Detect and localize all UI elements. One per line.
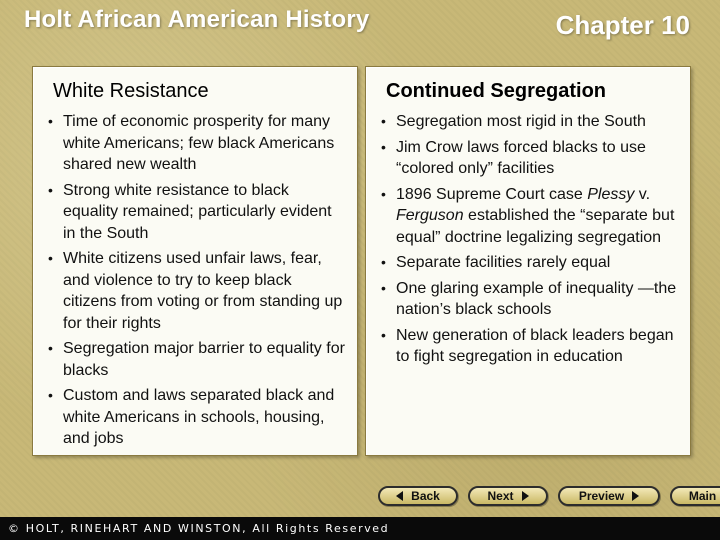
bullet-icon: • bbox=[381, 138, 386, 155]
back-button[interactable]: Back bbox=[378, 486, 458, 506]
continued-segregation-panel bbox=[365, 66, 691, 456]
main-button[interactable]: Main bbox=[670, 486, 720, 506]
list-item: • One glaring example of inequality —the nation’s black schools bbox=[381, 279, 677, 318]
panel-heading-white-resistance: White Resistance bbox=[53, 80, 209, 102]
bullet-icon: • bbox=[381, 185, 386, 202]
list-item: • New generation of black leaders began to fight segregation in education bbox=[381, 326, 674, 365]
bullet-icon: • bbox=[381, 326, 386, 343]
list-item: • Jim Crow laws forced blacks to use “colored only” facilities bbox=[381, 138, 646, 177]
list-item: • 1896 Supreme Court case Plessy v. Ferguson established the “separate but equal” doctrine legalizing segregation bbox=[381, 185, 675, 246]
bullet-icon: • bbox=[48, 113, 53, 129]
header-title: Holt African American History bbox=[24, 6, 370, 33]
bullet-icon: • bbox=[48, 181, 53, 198]
list-item: • Time of economic prosperity for many white Americans; few black Americans shared new wealth bbox=[48, 113, 335, 173]
continued-segregation-list bbox=[376, 111, 678, 368]
list-item: • Separate facilities rarely equal bbox=[376, 252, 678, 274]
list-item: • Segregation major barrier to equality for blacks bbox=[48, 340, 345, 379]
arrow-right-icon bbox=[632, 491, 639, 501]
bullet-icon: • bbox=[381, 254, 386, 270]
copyright-text: © HOLT, RINEHART AND WINSTON, All Rights Reserved bbox=[8, 522, 390, 535]
bullet-icon: • bbox=[48, 387, 53, 403]
white-resistance-panel bbox=[32, 66, 358, 456]
arrow-right-icon bbox=[522, 491, 529, 501]
list-item: • Segregation most rigid in the South bbox=[376, 111, 678, 133]
list-item: • White citizens used unfair laws, fear, and violence to try to keep black citizens from voting or from standing up for their rights bbox=[48, 250, 343, 332]
next-button[interactable]: Next bbox=[468, 486, 548, 506]
chapter-label: Chapter 10 bbox=[555, 10, 690, 40]
arrow-left-icon bbox=[396, 491, 403, 501]
panel-heading-continued-segregation: Continued Segregation bbox=[386, 80, 606, 102]
navigation-bar bbox=[378, 486, 720, 506]
preview-button[interactable]: Preview bbox=[558, 486, 660, 506]
footer-bar bbox=[0, 517, 720, 540]
list-item: • Strong white resistance to black equality remained; particularly evident in the South bbox=[48, 181, 332, 242]
bullet-icon: • bbox=[48, 250, 53, 266]
bullet-icon: • bbox=[48, 340, 53, 356]
bullet-icon: • bbox=[381, 113, 386, 129]
bullet-icon: • bbox=[381, 279, 386, 296]
list-item: • Custom and laws separated black and white Americans in schools, housing, and jobs bbox=[48, 387, 335, 447]
white-resistance-list bbox=[43, 111, 345, 450]
